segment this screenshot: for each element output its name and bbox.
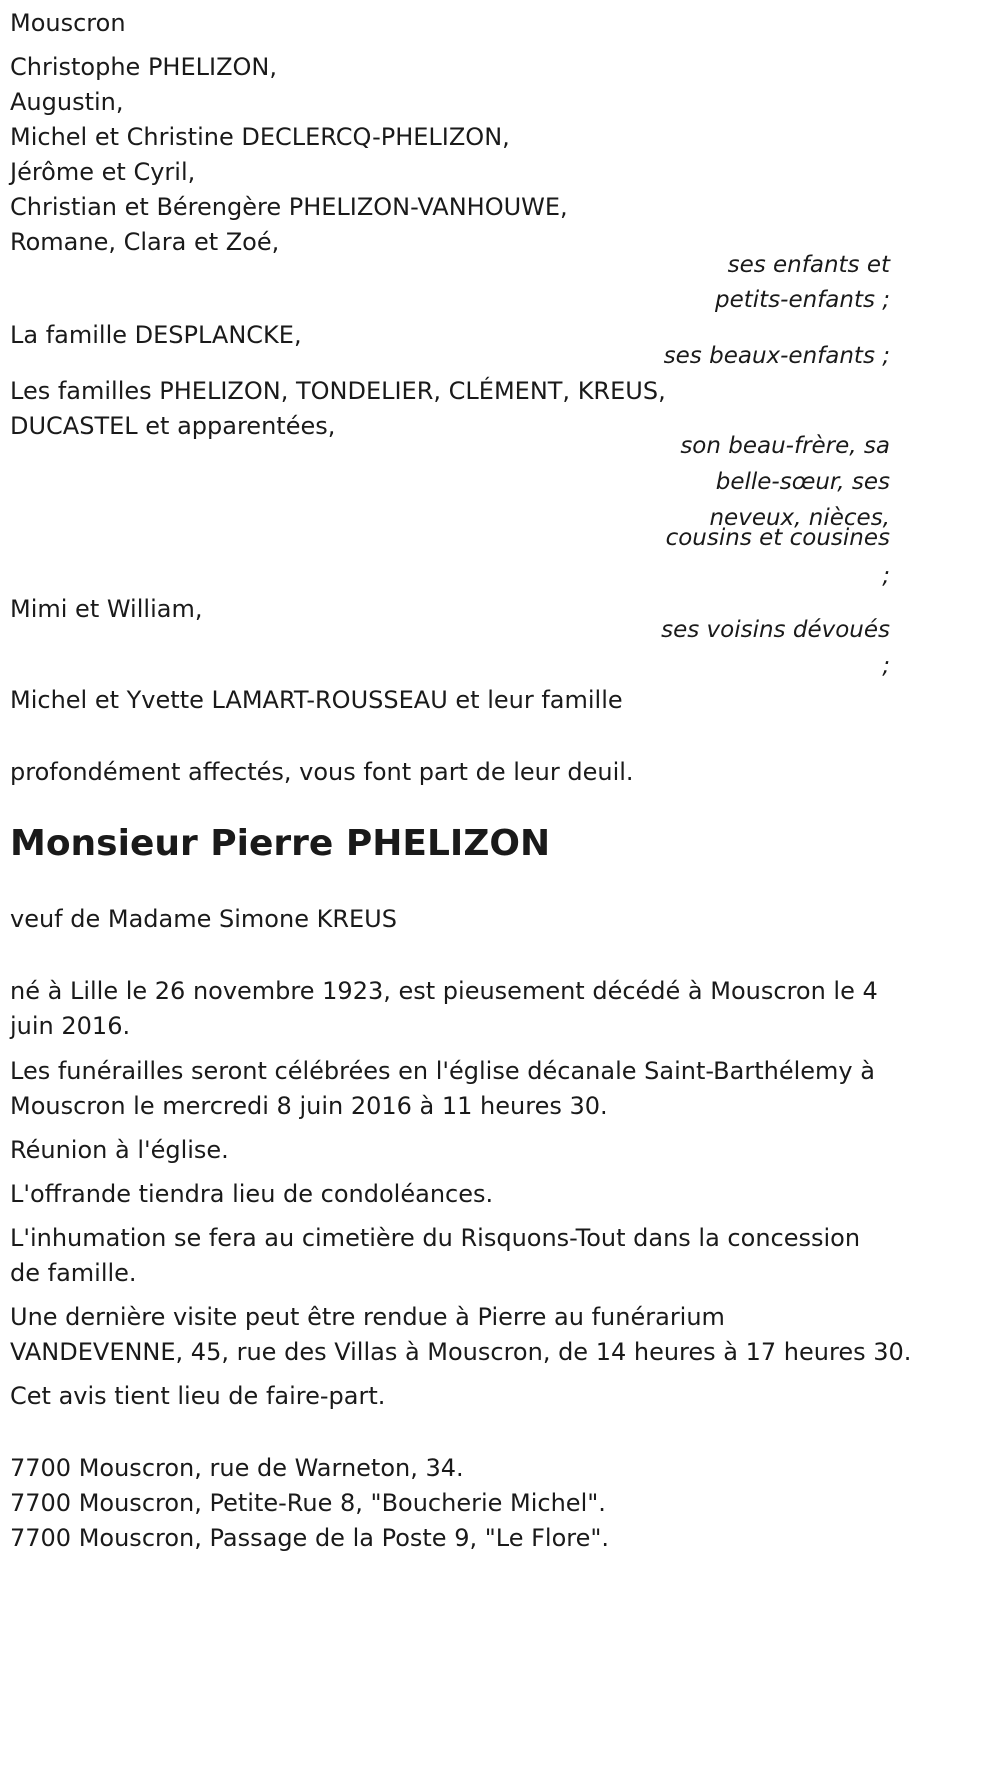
address-line: 7700 Mouscron, Passage de la Poste 9, "Le Flore". [10, 1524, 610, 1552]
detail-line: Cet avis tient lieu de faire-part. [10, 1382, 386, 1410]
relation-label: petits-enfants ; [714, 287, 890, 313]
announcement-text: profondément affectés, vous font part de leur deuil. [10, 758, 634, 786]
detail-line: VANDEVENNE, 45, rue des Villas à Mouscron, de 14 heures à 17 heures 30. [10, 1338, 912, 1366]
relation-label: ses enfants et [727, 252, 890, 278]
family-line: Christian et Bérengère PHELIZON-VANHOUWE, [10, 193, 568, 221]
detail-line: Réunion à l'église. [10, 1136, 229, 1164]
detail-line: né à Lille le 26 novembre 1923, est pieusement décédé à Mouscron le 4 [10, 977, 878, 1005]
detail-line: juin 2016. [10, 1012, 131, 1040]
relation-label: cousins et cousines [665, 525, 890, 551]
address-line: 7700 Mouscron, rue de Warneton, 34. [10, 1454, 464, 1482]
family-line: Jérôme et Cyril, [10, 158, 196, 186]
family-line: Michel et Christine DECLERCQ-PHELIZON, [10, 123, 510, 151]
relation-label: ; [882, 653, 890, 679]
detail-line: L'offrande tiendra lieu de condoléances. [10, 1180, 494, 1208]
family-line: DUCASTEL et apparentées, [10, 412, 336, 440]
relation-label: ses voisins dévoués [661, 617, 890, 643]
detail-line: L'inhumation se fera au cimetière du Risquons-Tout dans la concession [10, 1224, 861, 1252]
detail-line: Mouscron le mercredi 8 juin 2016 à 11 heures 30. [10, 1092, 608, 1120]
deceased-name: Monsieur Pierre PHELIZON [10, 823, 551, 864]
address-line: 7700 Mouscron, Petite-Rue 8, "Boucherie Michel". [10, 1489, 606, 1517]
family-line: Michel et Yvette LAMART-ROUSSEAU et leur famille [10, 686, 623, 714]
detail-line: de famille. [10, 1259, 137, 1287]
relation-label: ; [882, 563, 890, 589]
detail-line: Les funérailles seront célébrées en l'église décanale Saint-Barthélemy à [10, 1057, 875, 1085]
relation-label: neveux, nièces, [709, 505, 890, 531]
family-line: Augustin, [10, 88, 124, 116]
relation-label: ses beaux-enfants ; [663, 343, 890, 369]
detail-line: Une dernière visite peut être rendue à Pierre au funérarium [10, 1303, 725, 1331]
city-heading: Mouscron [10, 9, 126, 37]
family-line: Christophe PHELIZON, [10, 53, 277, 81]
family-line: Les familles PHELIZON, TONDELIER, CLÉMENT, KREUS, [10, 377, 666, 405]
relation-label: son beau-frère, sa [680, 433, 890, 459]
family-line: Romane, Clara et Zoé, [10, 228, 280, 256]
widower-line: veuf de Madame Simone KREUS [10, 905, 397, 933]
relation-label: belle-sœur, ses [715, 469, 890, 495]
family-line: La famille DESPLANCKE, [10, 321, 302, 349]
family-line: Mimi et William, [10, 595, 203, 623]
